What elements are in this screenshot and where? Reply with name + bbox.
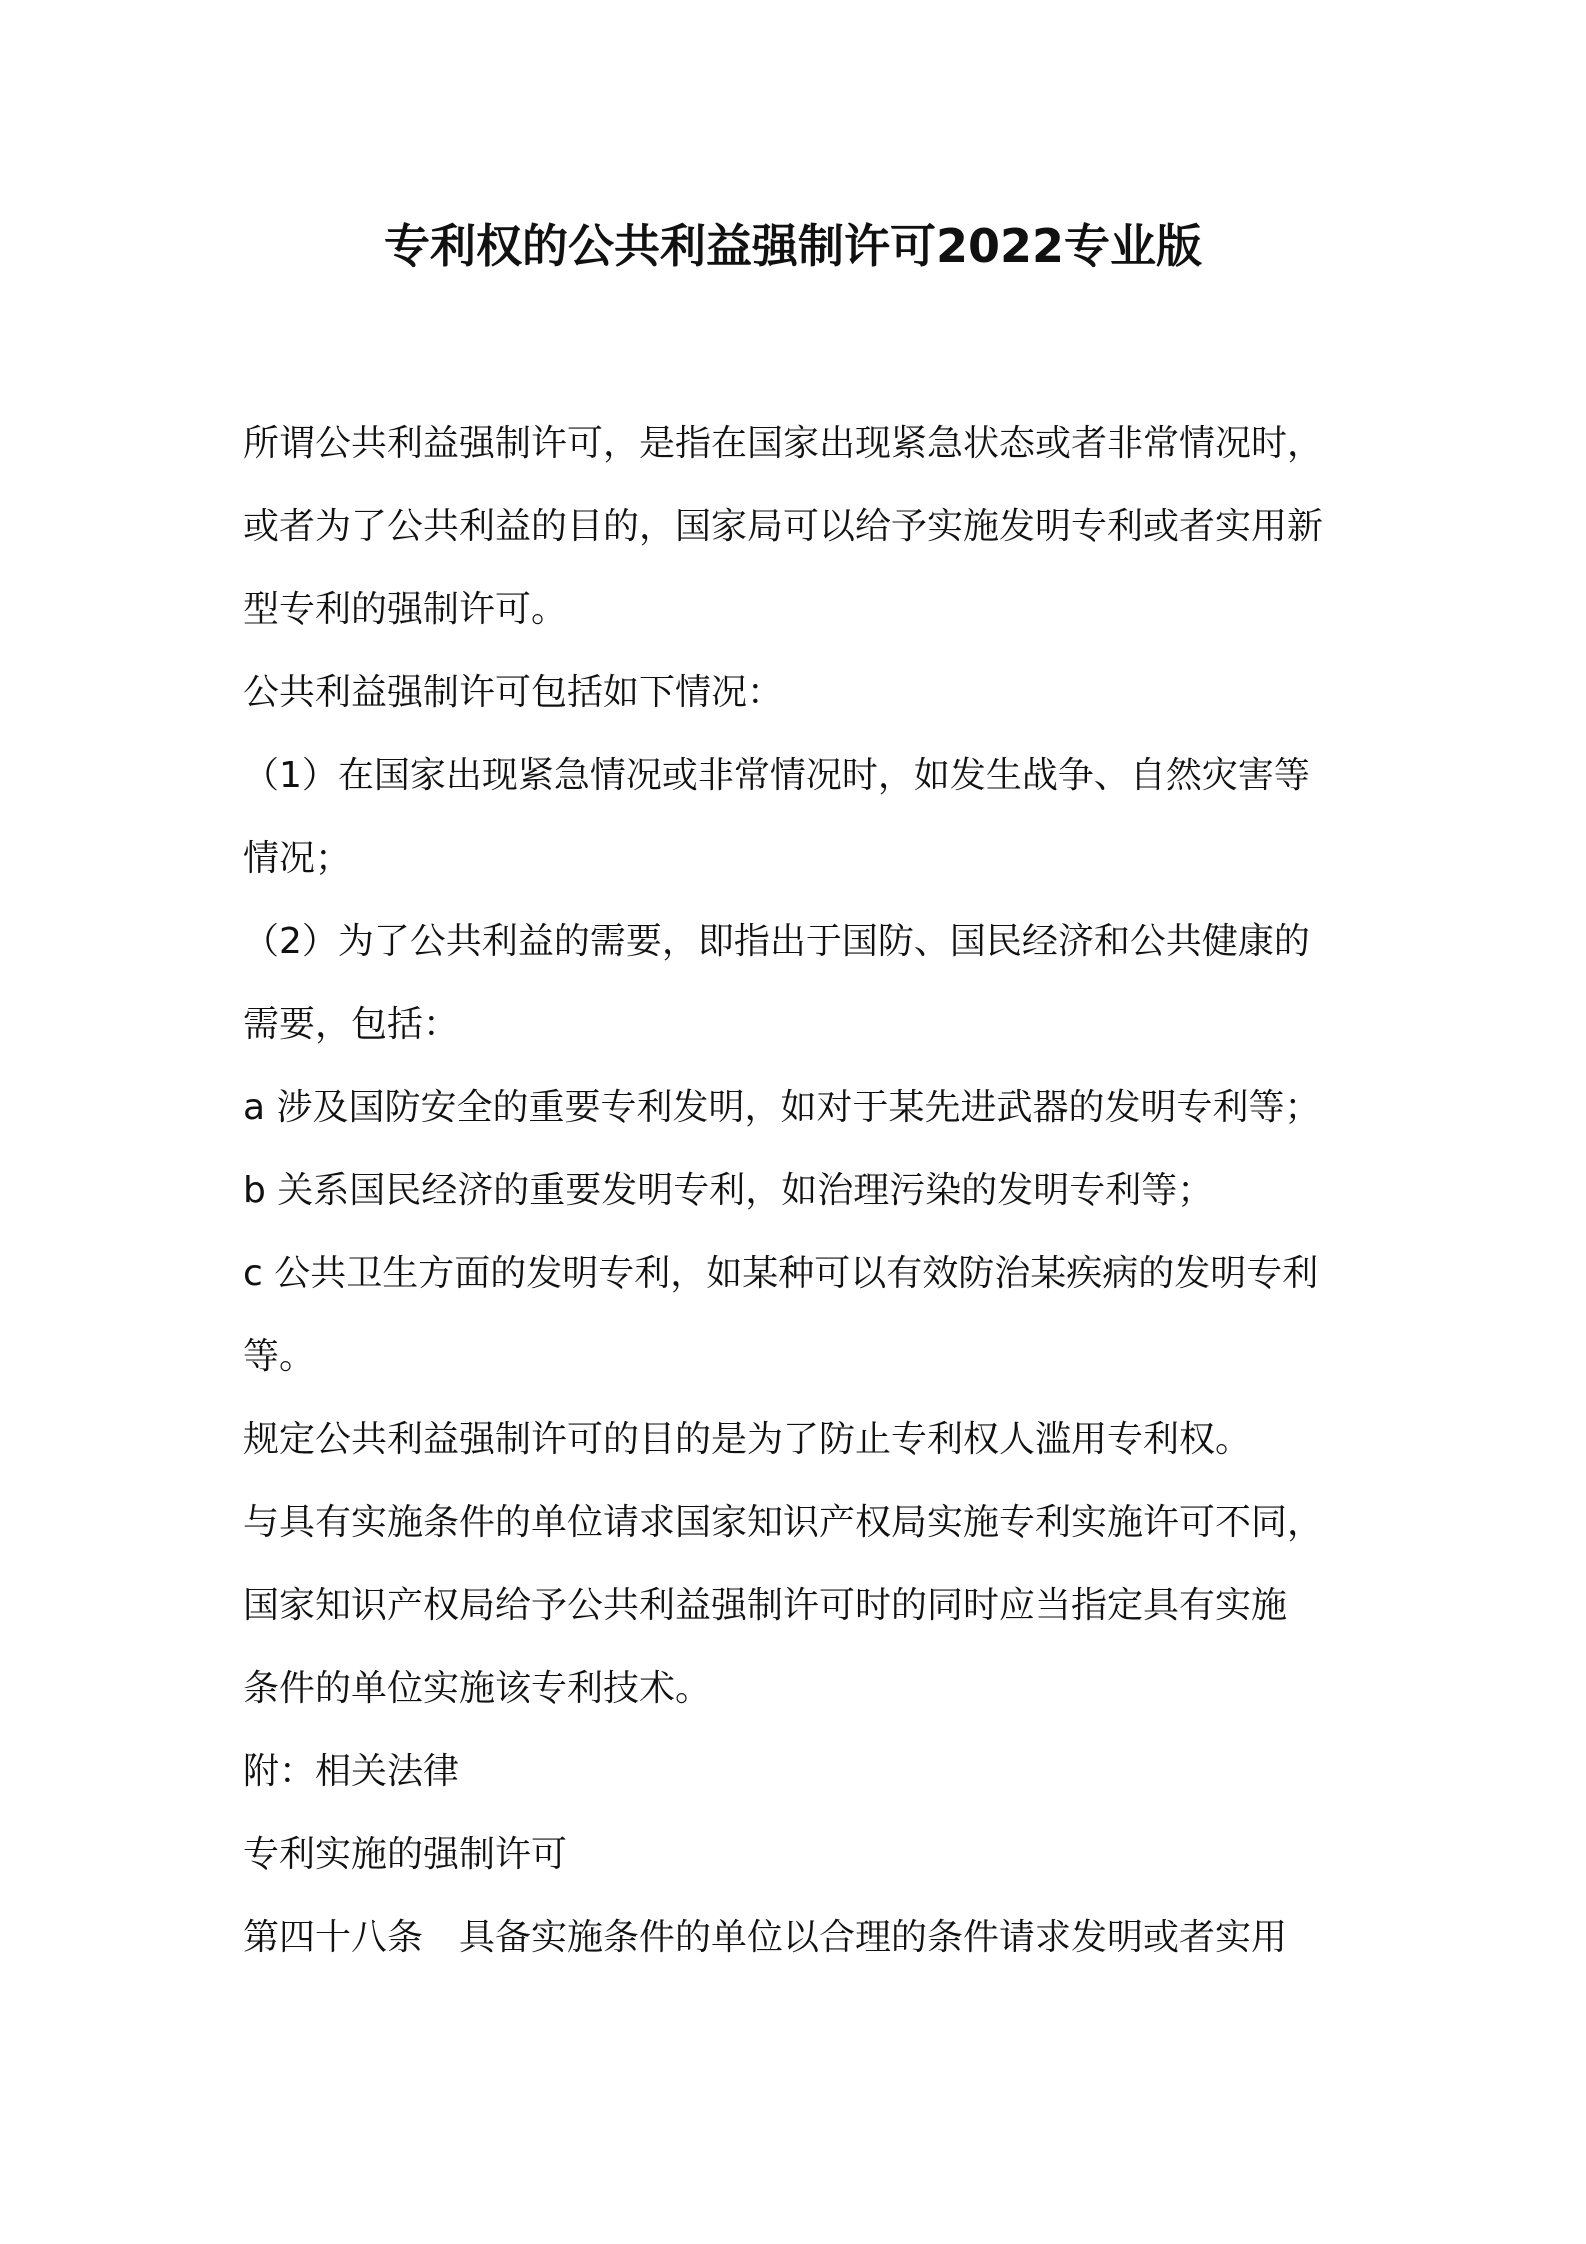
text-line: 条件的单位实施该专利技术。 <box>243 1668 712 1709</box>
text-line: 或者为了公共利益的目的，国家局可以给予实施发明专利或者实用新 <box>243 506 1324 547</box>
text-line: 国家知识产权局给予公共利益强制许可时的同时应当指定具有实施 <box>243 1585 1288 1626</box>
text-line: 第四十八条 具备实施条件的单位以合理的条件请求发明或者实用 <box>243 1917 1288 1958</box>
text-line: 专利实施的强制许可 <box>243 1834 568 1875</box>
document-body <box>243 402 1363 1979</box>
text-line: c 公共卫生方面的发明专利，如某种可以有效防治某疾病的发明专利 <box>243 1253 1319 1294</box>
text-line: （2）为了公共利益的需要，即指出于国防、国民经济和公共健康的 <box>243 921 1310 962</box>
text-line: 公共利益强制许可包括如下情况： <box>243 672 784 713</box>
text-line: 型专利的强制许可。 <box>243 589 568 630</box>
text-line: a 涉及国防安全的重要专利发明，如对于某先进武器的发明专利等； <box>243 1087 1321 1128</box>
text-line: 附：相关法律 <box>243 1751 460 1792</box>
text-line: 所谓公共利益强制许可，是指在国家出现紧急状态或者非常情况时， <box>243 423 1324 464</box>
text-line: 与具有实施条件的单位请求国家知识产权局实施专利实施许可不同， <box>243 1502 1324 1543</box>
text-line: 规定公共利益强制许可的目的是为了防止专利权人滥用专利权。 <box>243 1419 1252 1460</box>
text-line: b 关系国民经济的重要发明专利，如治理污染的发明专利等； <box>243 1170 1214 1211</box>
document-title: 专利权的公共利益强制许可2022专业版 <box>383 219 1203 273</box>
text-line: 情况； <box>243 838 352 879</box>
text-line: 等。 <box>243 1336 316 1377</box>
text-line: 需要，包括： <box>243 1004 460 1045</box>
text-line: （1）在国家出现紧急情况或非常情况时，如发生战争、自然灾害等 <box>243 755 1310 796</box>
